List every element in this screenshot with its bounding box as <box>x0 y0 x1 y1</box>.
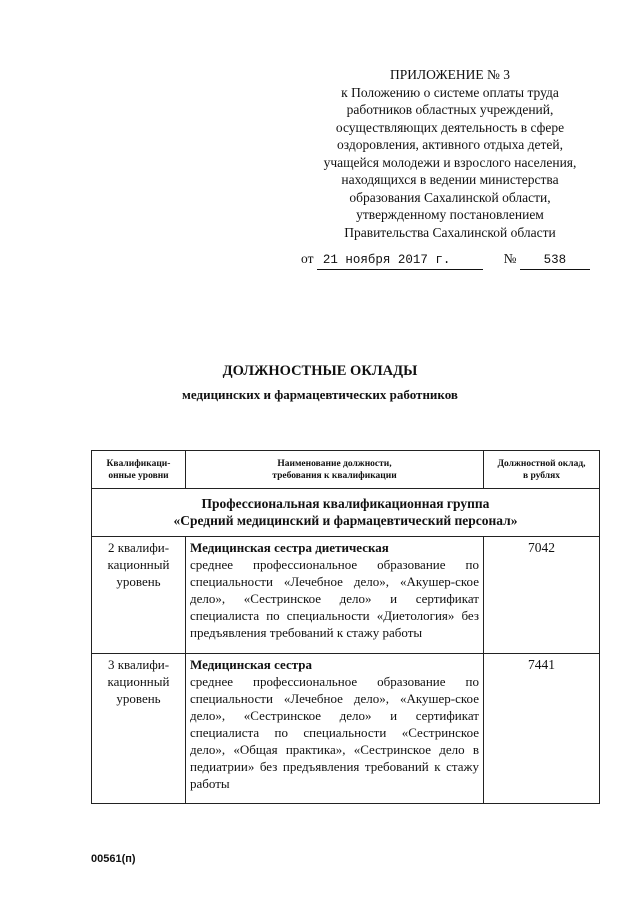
appendix-line: Правительства Сахалинской области <box>344 224 556 240</box>
footer-code: 00561(п) <box>91 853 136 865</box>
header-position <box>186 451 484 489</box>
group-line1: Профессиональная квалификационная группа <box>201 496 490 511</box>
header-position-line1: Наименование должности, <box>277 458 392 469</box>
appendix-line: к Положению о системе оплаты труда <box>341 84 559 100</box>
decree-number: 538 <box>520 252 590 270</box>
header-salary-line1: Должностной оклад, <box>497 458 586 469</box>
position-name: Медицинская сестра диетическая <box>190 540 389 555</box>
appendix-line: образования Сахалинской области, <box>349 189 551 205</box>
appendix-line: работников областных учреждений, <box>346 102 554 117</box>
appendix-line: находящихся в ведении министерства <box>341 172 559 187</box>
position-cell <box>186 537 484 654</box>
position-requirements: среднее профессиональное образование по специальности «Лечебное дело», «Акушер-ское дело», «Сестринское дело» и сертификат специалиста по специальности «Сестринское дело», «Общая практика», «Сестринское дело в педиатрии» без предъявления требований к стажу работы <box>190 674 479 791</box>
appendix-line: оздоровления, активного отдыха детей, <box>337 137 563 152</box>
decree-date-number <box>301 250 601 270</box>
appendix-line: учащейся молодежи и взрослого населения, <box>323 154 577 170</box>
group-cell <box>92 489 600 537</box>
appendix-line: утвержденному постановлением <box>356 207 544 222</box>
appendix-block <box>300 66 600 241</box>
salary-cell: 7441 <box>484 654 600 804</box>
salary-table <box>91 450 600 804</box>
table-header-row <box>92 451 600 489</box>
header-salary-line2: в рублях <box>522 470 561 481</box>
document-subtitle: медицинских и фармацевтических работников <box>182 387 458 402</box>
group-line2: «Средний медицинский и фармацевтический персонал» <box>173 513 518 528</box>
position-name: Медицинская сестра <box>190 657 312 672</box>
document-title: ДОЛЖНОСТНЫЕ ОКЛАДЫ <box>222 363 418 379</box>
salary-cell: 7042 <box>484 537 600 654</box>
header-position-line2: требования к квалификации <box>272 470 397 481</box>
position-cell <box>186 654 484 804</box>
header-level: Квалификаци-онные уровни <box>92 451 186 489</box>
header-salary <box>484 451 600 489</box>
level-cell: 3 квалифи-кационный уровень <box>92 654 186 804</box>
from-label: от <box>301 251 314 266</box>
appendix-title: ПРИЛОЖЕНИЕ № 3 <box>389 67 511 82</box>
decree-date: 21 ноября 2017 г. <box>317 252 483 270</box>
position-requirements: среднее профессиональное образование по специальности «Лечебное дело», «Акушер-ское дело», «Сестринское дело» и сертификат специалиста по специальности «Диетология» без предъявления требований к стажу работы <box>190 557 479 640</box>
number-label: № <box>503 251 517 266</box>
level-cell: 2 квалифи-кационный уровень <box>92 537 186 654</box>
appendix-line: осуществляющих деятельность в сфере <box>335 119 565 135</box>
table-row <box>92 654 600 804</box>
group-row <box>92 489 600 537</box>
table-row <box>92 537 600 654</box>
